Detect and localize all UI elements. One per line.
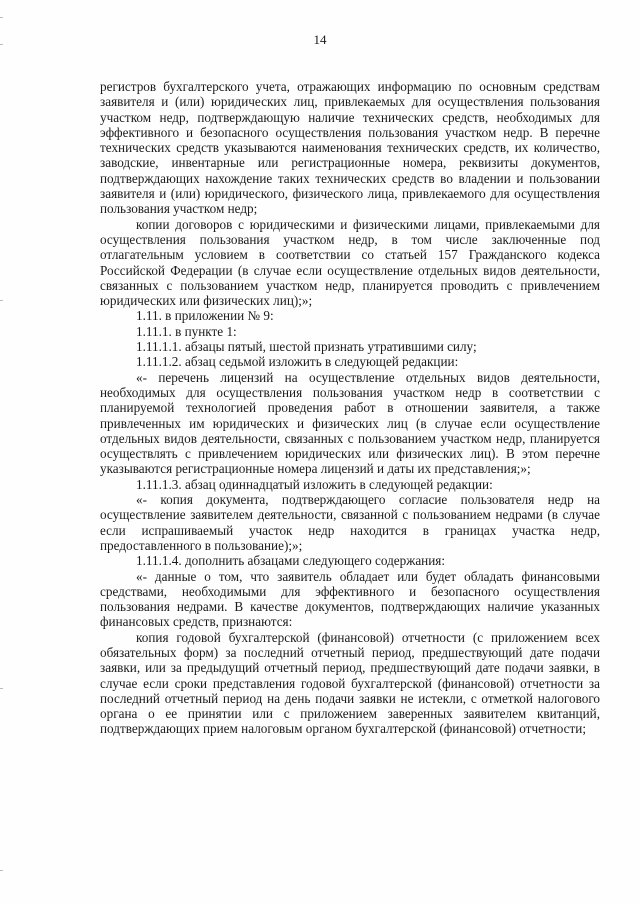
- page-number: 14: [313, 32, 327, 47]
- document-body: [100, 79, 600, 737]
- scan-edge-mark: [0, 870, 3, 871]
- paragraph: копии договоров с юридическими и физическими лицами, привлекаемыми для осуществления пользования участком недр, в том числе заключенные под отлагательным условием в соответствии со статьей 157 Гражданского кодекса Российской Федерации (в случае если осуществление отдельных видов деятельности, связанных с пользованием участком недр, планируется проводить с привлечением юридических или физических лиц);»;: [100, 216, 600, 309]
- paragraph: 1.11.1.2. абзац седьмой изложить в следующей редакции:: [136, 354, 459, 370]
- paragraph: «- перечень лицензий на осуществление отдельных видов деятельности, необходимых для осуществления пользования участком недр в соответствии с планируемой технологией проведения работ в отношении заявителя, а также привлеченных им юридических и физических лиц (в случае если осуществление отдельных видов деятельности, связанных с пользованием участком недр, планируется осуществлять с привлечением юридических или физических лиц). В этом перечне указываются регистрационные номера лицензий и даты их представления;»;: [100, 369, 600, 477]
- scan-edge-mark: [0, 300, 3, 301]
- scan-edge-mark: [0, 17, 3, 18]
- paragraph: копия годовой бухгалтерской (финансовой) отчетности (с приложением всех обязательных форм) за последний отчетный период, предшествующий дате подачи заявки, или за предыдущий отчетный период, предшествующий дате подачи заявки, в случае если сроки представления годовой бухгалтерской (финансовой) отчетности за последний отчетный период на день подачи заявки не истекли, с отметкой налогового органа о ее принятии или с приложением заверенных заявителем квитанций, подтверждающих прием налоговым органом бухгалтерской (финансовой) отчетности;: [100, 629, 600, 737]
- paragraph: 1.11. в приложении № 9:: [136, 308, 274, 324]
- paragraph: «- копия документа, подтверждающего согласие пользователя недр на осуществление заявителем деятельности, связанной с пользованием недрами (в случае если испрашиваемый участок недр находится в границах участка недр, предоставленного в пользование);»;: [100, 492, 600, 553]
- paragraph: «- данные о том, что заявитель обладает или будет обладать финансовыми средствами, необходимыми для эффективного и безопасного осуществления пользования недрами. В качестве документов, подтверждающих наличие указанных финансовых средств, признаются:: [100, 568, 600, 630]
- paragraph: 1.11.1. в пункте 1:: [136, 323, 237, 339]
- paragraph: регистров бухгалтерского учета, отражающих информацию по основным средствам заявителя и (или) юридических лиц, привлекаемых для осуществления пользования участком недр, подтверждающую наличие технических средств, необходимых для эффективного и безопасного осуществления пользования участком недр. В перечне технических средств указываются наименования технических средств, их количество, заводские, инвентарные или регистрационные номера, реквизиты документов, подтверждающих нахождение таких технических средств во владении и пользовании заявителя и (или) юридического, физического лица, привлекаемого для осуществления пользования участком недр;: [100, 79, 600, 217]
- paragraph: 1.11.1.1. абзацы пятый, шестой признать утратившими силу;: [136, 339, 477, 355]
- scan-edge-mark: [0, 688, 3, 689]
- paragraph: 1.11.1.3. абзац одиннадцатый изложить в следующей редакции:: [136, 476, 493, 492]
- paragraph: 1.11.1.4. дополнить абзацами следующего содержания:: [136, 553, 446, 569]
